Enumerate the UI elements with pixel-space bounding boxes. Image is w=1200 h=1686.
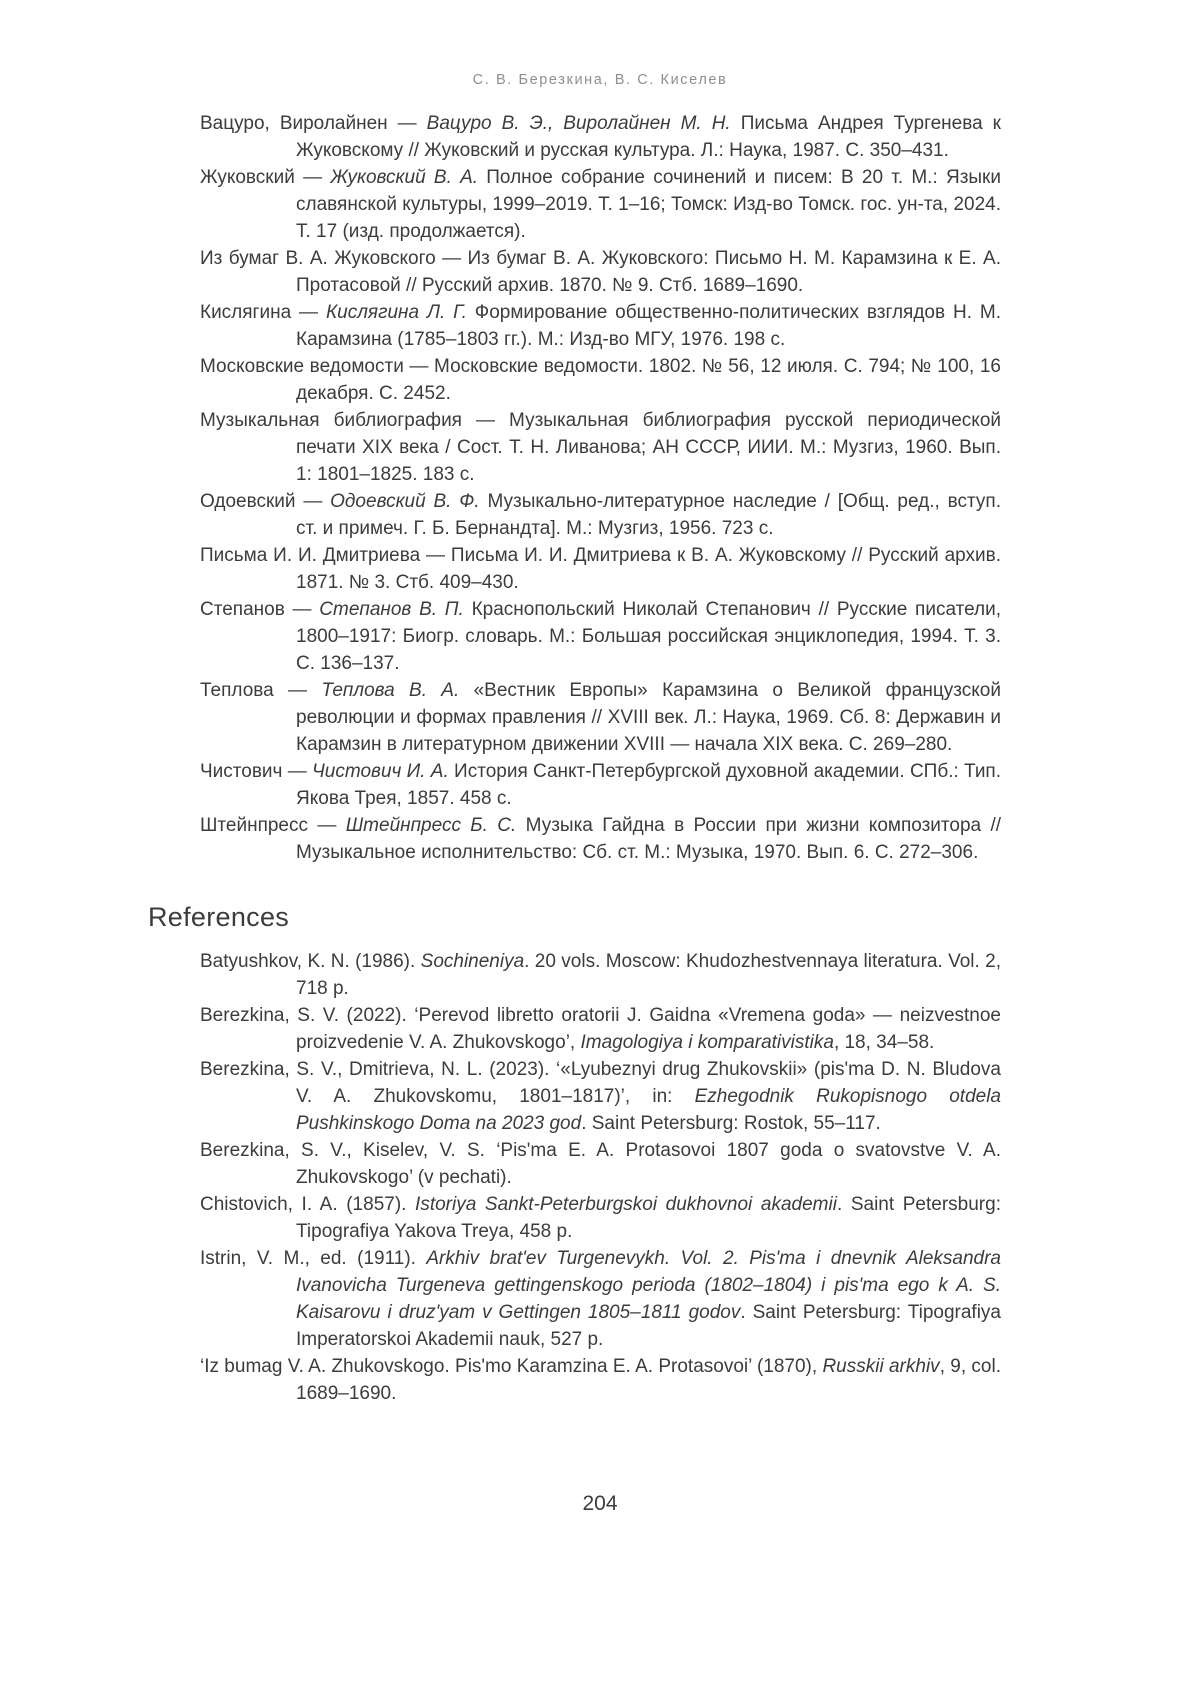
entry-italic-text: Arkhiv brat'ev Turgenevykh. Vol. 2. Pis'ma i dnevnik Aleksandra Ivanovicha Turgeneva gettingenskogo perioda (1802–1804) i pis'ma ego k A. S. Kaisarovu i druz'yam v Gettingen 1805–1811 godov: [296, 1248, 1001, 1323]
entry-text: Жуковский —: [200, 167, 331, 188]
bibliography-entry: [148, 110, 1001, 164]
reference-entry: [148, 1002, 1001, 1056]
reference-entry: [148, 1353, 1001, 1407]
bibliography-entry: [148, 299, 1001, 353]
entry-italic-text: Одоевский В. Ф.: [330, 491, 480, 512]
entry-text: «Вестник Европы» Карамзина о Великой французской революции и формах правления // XVIII век. Л.: Наука, 1969. Сб. 8: Державин и Карамзин в литературном движении XVIII — начала XIX века. С. 269–280.: [296, 680, 1001, 755]
entry-text: Chistovich, I. A. (1857).: [200, 1194, 416, 1215]
bibliography-entry: [148, 542, 1001, 596]
entry-text: . Saint Petersburg: Rostok, 55–117.: [581, 1113, 881, 1134]
entry-italic-text: Чистович И. А.: [312, 761, 449, 782]
bibliography-entry: [148, 407, 1001, 488]
reference-entry: [148, 1245, 1001, 1353]
entry-text: Одоевский —: [200, 491, 331, 512]
bibliography-section: [148, 110, 1001, 866]
entry-text: Berezkina, S. V., Kiselev, V. S. ‘Pis'ma E. A. Protasovoi 1807 goda o svatovstve V. A. Zhukovskogo’ (v pechati).: [200, 1140, 1001, 1188]
entry-text: Письма Андрея Тургенева к Жуковскому // Жуковский и русская культура. Л.: Наука, 1987. С. 350–431.: [296, 113, 1001, 161]
bibliography-entry: [148, 353, 1001, 407]
references-section: [148, 948, 1001, 1407]
running-head: С. В. Березкина, В. С. Киселев: [472, 72, 728, 88]
entry-text: Краснопольский Николай Степанович // Русские писатели, 1800–1917: Биогр. словарь. М.: Большая российская энциклопедия, 1994. Т. 3. С. 136–137.: [296, 599, 1002, 674]
entry-italic-text: Вацуро В. Э., Виролайнен М. Н.: [426, 113, 731, 134]
entry-italic-text: Жуковский В. А.: [330, 167, 479, 188]
entry-text: . Saint Petersburg: Tipografiya Imperatorskoi Akademii nauk, 527 p.: [296, 1302, 1001, 1350]
reference-entry: [148, 1191, 1001, 1245]
entry-text: Batyushkov, K. N. (1986).: [200, 951, 421, 972]
entry-italic-text: Ezhegodnik Rukopisnogo otdela Pushkinskogo Doma na 2023 god: [296, 1086, 1001, 1134]
entry-text: , 18, 34–58.: [833, 1032, 935, 1053]
entry-text: . Saint Petersburg: Tipografiya Yakova Treya, 458 p.: [296, 1194, 1001, 1242]
entry-italic-text: Штейнпресс Б. С.: [345, 815, 517, 836]
entry-text: Степанов —: [200, 599, 320, 620]
entry-text: Музыкально-литературное наследие / [Общ. ред., вступ. ст. и примеч. Г. Б. Бернандта]. М.: Музгиз, 1956. 723 с.: [296, 491, 1001, 539]
entry-text: ‘Iz bumag V. A. Zhukovskogo. Pis'mo Karamzina E. A. Protasovoi’ (1870),: [200, 1356, 823, 1377]
bibliography-entry: [148, 758, 1001, 812]
entry-italic-text: Imagologiya i komparativistika: [580, 1032, 834, 1053]
reference-entry: [148, 1056, 1001, 1137]
bibliography-entry: [148, 488, 1001, 542]
entry-text: Теплова —: [200, 680, 322, 701]
bibliography-entry: [148, 677, 1001, 758]
entry-text: Штейнпресс —: [200, 815, 346, 836]
entry-text: , 9, col. 1689–1690.: [296, 1356, 1001, 1404]
page-number: 204: [582, 1492, 618, 1515]
bibliography-entry: [148, 812, 1001, 866]
bibliography-entry: [148, 164, 1001, 245]
page-content: [148, 110, 1001, 1407]
entry-text: Музыка Гайдна в России при жизни композитора // Музыкальное исполнительство: Сб. ст. М.: Музыка, 1970. Вып. 6. С. 272–306.: [296, 815, 1002, 863]
entry-text: Музыкальная библиография — Музыкальная библиография русской периодической печати XIX века / Сост. Т. Н. Ливанова; АН СССР, ИИИ. М.: Музгиз, 1960. Вып. 1: 1801–1825. 183 с.: [200, 410, 1001, 485]
entry-text: Из бумаг В. А. Жуковского — Из бумаг В. А. Жуковского: Письмо Н. М. Карамзина к Е. А. Протасовой // Русский архив. 1870. № 9. Стб. 1689–1690.: [200, 248, 1001, 296]
entry-text: Чистович —: [200, 761, 313, 782]
entry-text: Istrin, V. M., ed. (1911).: [200, 1248, 427, 1269]
entry-text: Формирование общественно-политических взглядов Н. М. Карамзина (1785–1803 гг.). М.: Изд-во МГУ, 1976. 198 с.: [296, 302, 1001, 350]
bibliography-entry: [148, 245, 1001, 299]
entry-italic-text: Степанов В. П.: [319, 599, 464, 620]
entry-italic-text: Кислягина Л. Г.: [325, 302, 467, 323]
reference-entry: [148, 1137, 1001, 1191]
reference-entry: [148, 948, 1001, 1002]
entry-text: Кислягина —: [200, 302, 326, 323]
entry-italic-text: Istoriya Sankt-Peterburgskoi dukhovnoi akademii: [415, 1194, 837, 1215]
entry-italic-text: Теплова В. А.: [321, 680, 460, 701]
entry-text: Berezkina, S. V. (2022). ‘Perevod libretto oratorii J. Gaidna «Vremena goda» — neizvestnoe proizvedenie V. A. Zhukovskogo’,: [200, 1005, 1001, 1053]
entry-text: Московские ведомости — Московские ведомости. 1802. № 56, 12 июля. С. 794; № 100, 16 декабря. С. 2452.: [200, 356, 1001, 404]
entry-text: . 20 vols. Moscow: Khudozhestvennaya literatura. Vol. 2, 718 p.: [296, 951, 1001, 999]
bibliography-entry: [148, 596, 1001, 677]
entry-italic-text: Sochineniya: [420, 951, 525, 972]
entry-text: Вацуро, Виролайнен —: [200, 113, 427, 134]
entry-text: История Санкт-Петербургской духовной академии. СПб.: Тип. Якова Трея, 1857. 458 с.: [296, 761, 1001, 809]
entry-text: Письма И. И. Дмитриева — Письма И. И. Дмитриева к В. А. Жуковскому // Русский архив. 1871. № 3. Стб. 409–430.: [200, 545, 1001, 593]
entry-text: Berezkina, S. V., Dmitrieva, N. L. (2023). ‘«Lyubeznyi drug Zhukovskii» (pis'ma D. N. Bludova V. A. Zhukovskomu, 1801–1817)’, in:: [200, 1059, 1001, 1107]
entry-italic-text: Russkii arkhiv: [822, 1356, 940, 1377]
entry-text: Полное собрание сочинений и писем: В 20 т. М.: Языки славянской культуры, 1999–2019. Т. 1–16; Томск: Изд-во Томск. гос. ун-та, 2024. Т. 17 (изд. продолжается).: [296, 167, 1001, 242]
references-heading: References: [148, 902, 290, 932]
